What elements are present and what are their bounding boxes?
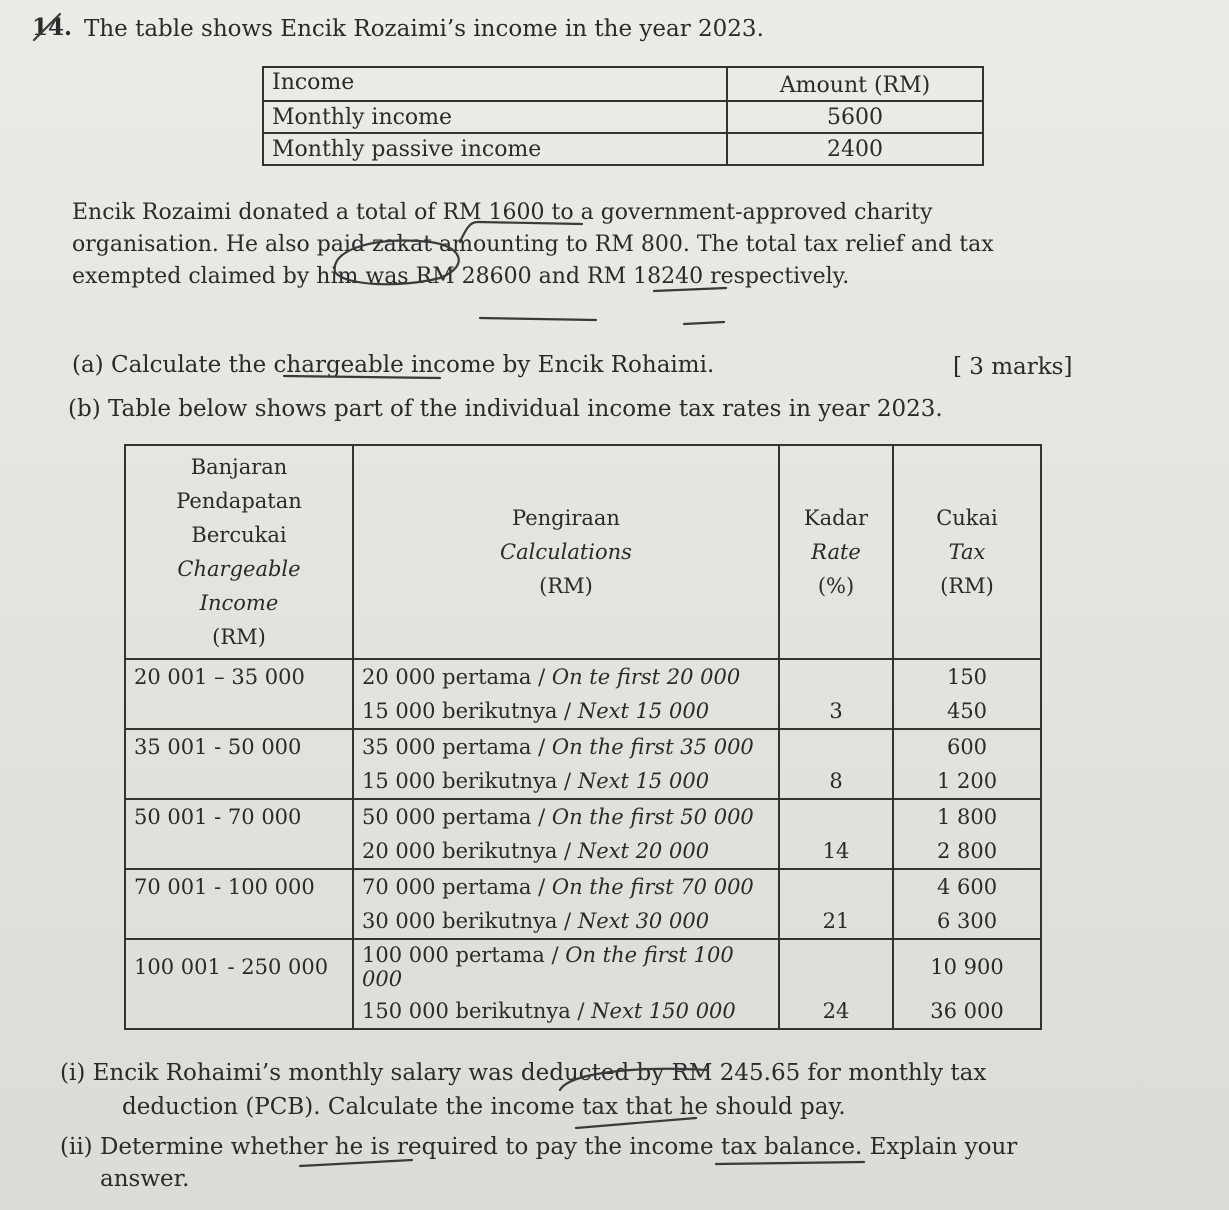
tax-first-cell: 10 900	[893, 939, 1041, 994]
table-row	[125, 659, 1041, 694]
calc-first-cell	[353, 939, 779, 994]
sub-question-ii: (ii) Determine whether he is required to pay the income tax balance. Explain your	[60, 1134, 1018, 1160]
band-cell-empty	[125, 994, 353, 1029]
whether-underline	[300, 1160, 412, 1166]
table-row	[125, 834, 1041, 869]
calc-first-cell	[353, 659, 779, 694]
calc-next-cell	[353, 764, 779, 799]
calc-next-ms: 150 000 berikutnya /	[362, 999, 592, 1023]
calc-next-ms: 30 000 berikutnya /	[362, 909, 578, 933]
tax-next-cell: 450	[893, 694, 1041, 729]
rate-cell: 3	[779, 694, 893, 729]
table-row	[125, 869, 1041, 904]
calc-first-en: On the first 100 000	[362, 943, 734, 991]
rate-cell: 21	[779, 904, 893, 939]
band-cell-empty	[125, 764, 353, 799]
sub-question-i: (i) Encik Rohaimi’s monthly salary was deducted by RM 245.65 for monthly tax	[60, 1060, 987, 1086]
calc-first-ms: 50 000 pertama /	[362, 805, 552, 829]
income-amount: 5600	[727, 101, 983, 133]
band-cell: 100 001 - 250 000	[125, 939, 353, 994]
part-a-marks: [ 3 marks]	[953, 354, 1073, 380]
paragraph-line: organisation. He also paid zakat amounting to RM 800. The total tax relief and tax	[72, 232, 994, 257]
question-number: 14.	[32, 14, 73, 41]
header-line: Calculations	[500, 540, 632, 564]
calc-next-ms: 20 000 berikutnya /	[362, 839, 578, 863]
calc-next-en: Next 20 000	[577, 839, 710, 863]
income-label: Monthly passive income	[263, 133, 727, 165]
header-line: Pendapatan	[176, 489, 302, 513]
band-cell-empty	[125, 834, 353, 869]
income-label: Monthly income	[263, 101, 727, 133]
calc-next-cell	[353, 994, 779, 1029]
tax-rate-table	[124, 444, 1042, 1030]
calc-next-ms: 15 000 berikutnya /	[362, 699, 578, 723]
band-cell: 70 001 - 100 000	[125, 869, 353, 904]
income-amount: 2400	[727, 133, 983, 165]
table-row	[125, 904, 1041, 939]
calc-header	[353, 445, 779, 659]
rate-cell: 14	[779, 834, 893, 869]
table-row	[125, 939, 1041, 994]
band-cell-empty	[125, 904, 353, 939]
table-row	[263, 101, 983, 133]
header-line: Pengiraan	[512, 506, 620, 530]
header-line: (%)	[817, 574, 855, 598]
tax-first-cell: 4 600	[893, 869, 1041, 904]
calc-next-en: Next 15 000	[577, 699, 710, 723]
tax-next-cell: 36 000	[893, 994, 1041, 1029]
question-title: The table shows Encik Rozaimi’s income in the year 2023.	[84, 16, 764, 42]
rate-cell: 8	[779, 764, 893, 799]
part-b-question: (b) Table below shows part of the individual income tax rates in year 2023.	[68, 396, 943, 422]
calc-first-ms: 100 000 pertama /	[362, 943, 566, 967]
header-line: Rate	[811, 540, 861, 564]
calc-first-ms: 20 000 pertama /	[362, 665, 552, 689]
header-line: Banjaran	[190, 455, 288, 479]
tax-first-cell: 150	[893, 659, 1041, 694]
calc-first-en: On the first 70 000	[551, 875, 754, 899]
relief-underline	[480, 318, 596, 320]
income-table	[262, 66, 984, 166]
sub-question-i-cont: deduction (PCB). Calculate the income tax that he should pay.	[122, 1094, 846, 1120]
band-header	[125, 445, 353, 659]
band-cell-empty	[125, 694, 353, 729]
band-cell: 35 001 - 50 000	[125, 729, 353, 764]
tax-first-cell: 1 800	[893, 799, 1041, 834]
calc-first-cell	[353, 869, 779, 904]
calc-first-en: On the first 35 000	[551, 735, 754, 759]
tax-next-cell: 6 300	[893, 904, 1041, 939]
calc-next-cell	[353, 834, 779, 869]
header-line: Bercukai	[191, 523, 287, 547]
calc-next-cell	[353, 904, 779, 939]
rate-cell: 24	[779, 994, 893, 1029]
rate-cell-empty	[779, 869, 893, 904]
rate-cell-empty	[779, 659, 893, 694]
rate-cell-empty	[779, 799, 893, 834]
rate-cell-empty	[779, 939, 893, 994]
amount-header: Amount (RM)	[727, 67, 983, 101]
header-line: Chargeable	[177, 557, 301, 581]
income-header: Income	[263, 67, 727, 101]
rate-cell-empty	[779, 729, 893, 764]
calc-next-en: Next 30 000	[577, 909, 710, 933]
calc-first-cell	[353, 729, 779, 764]
band-cell: 50 001 - 70 000	[125, 799, 353, 834]
calc-first-cell	[353, 799, 779, 834]
calc-first-ms: 70 000 pertama /	[362, 875, 552, 899]
header-line: (RM)	[212, 625, 266, 649]
rate-header	[779, 445, 893, 659]
calc-first-en: On the first 50 000	[551, 805, 754, 829]
calc-next-cell	[353, 694, 779, 729]
header-line: Kadar	[803, 506, 869, 530]
calc-next-en: Next 150 000	[591, 999, 736, 1023]
table-row	[263, 133, 983, 165]
table-row	[125, 799, 1041, 834]
header-line: Income	[199, 591, 279, 615]
balance-underline	[716, 1162, 864, 1164]
table-row	[125, 729, 1041, 764]
header-line: Tax	[948, 540, 986, 564]
paragraph-line: exempted claimed by him was RM 28600 and RM 18240 respectively.	[72, 264, 850, 289]
tax-first-cell: 600	[893, 729, 1041, 764]
paragraph-line: Encik Rozaimi donated a total of RM 1600 to a government-approved charity	[72, 200, 933, 225]
band-cell: 20 001 – 35 000	[125, 659, 353, 694]
tax-next-cell: 1 200	[893, 764, 1041, 799]
tax-header	[893, 445, 1041, 659]
tax-next-cell: 2 800	[893, 834, 1041, 869]
table-row	[125, 694, 1041, 729]
header-line: (RM)	[539, 574, 593, 598]
table-header-row	[125, 445, 1041, 659]
calc-next-ms: 15 000 berikutnya /	[362, 769, 578, 793]
exempt-underline	[684, 322, 724, 324]
calc-next-en: Next 15 000	[577, 769, 710, 793]
part-a-question: (a) Calculate the chargeable income by Encik Rohaimi.	[72, 352, 715, 378]
calc-first-ms: 35 000 pertama /	[362, 735, 552, 759]
table-row	[125, 764, 1041, 799]
calc-first-en: On te first 20 000	[551, 665, 741, 689]
table-row	[125, 994, 1041, 1029]
header-line: (RM)	[940, 574, 994, 598]
header-line: Cukai	[936, 506, 998, 530]
sub-question-ii-cont: answer.	[100, 1166, 190, 1192]
tax-rows	[125, 659, 1041, 1029]
table-row	[263, 67, 983, 101]
